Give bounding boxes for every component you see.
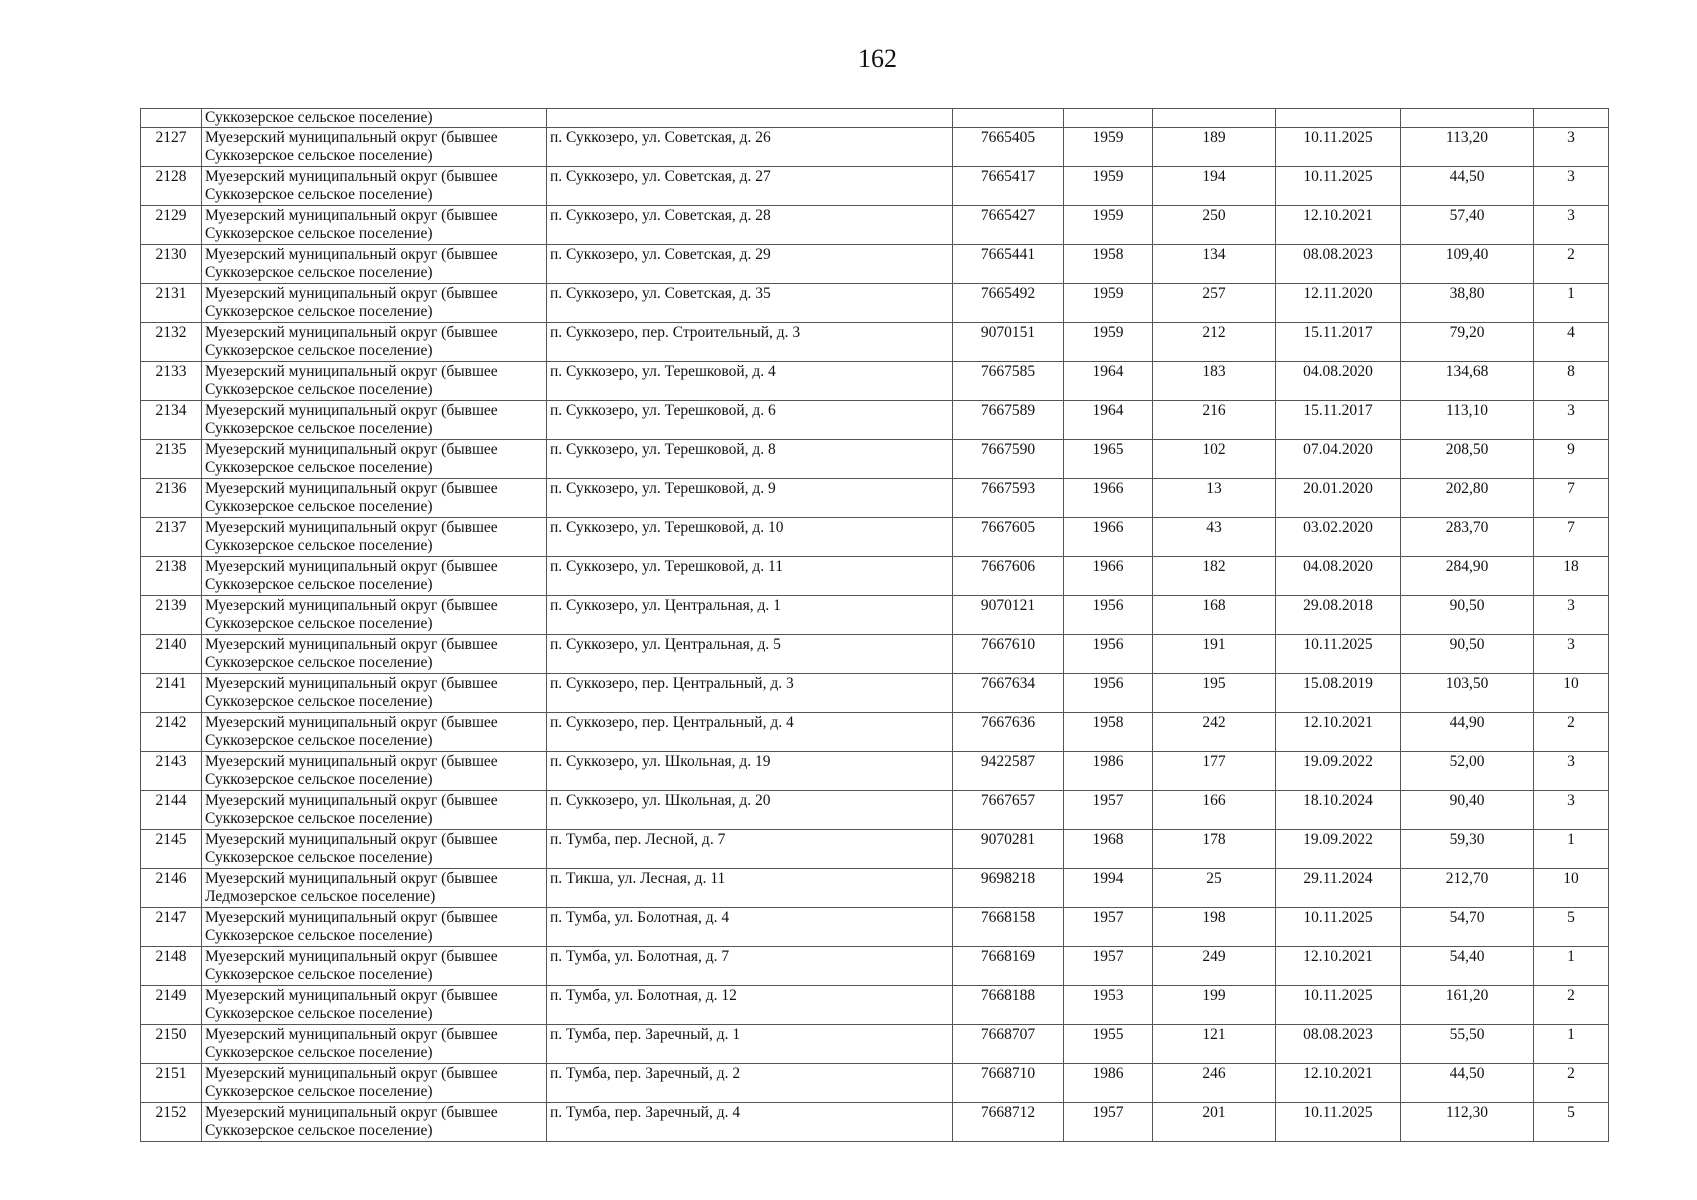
cell-date: 15.11.2017	[1276, 323, 1401, 362]
cell-year: 1956	[1064, 635, 1153, 674]
cell-number: 2150	[141, 1025, 202, 1064]
cell-address: п. Тумба, ул. Болотная, д. 4	[547, 908, 953, 947]
cell-code: 7668707	[953, 1025, 1064, 1064]
cell-code: 9070121	[953, 596, 1064, 635]
table-row	[141, 362, 1609, 401]
cell-code: 7667634	[953, 674, 1064, 713]
cell-date: 10.11.2025	[1276, 635, 1401, 674]
cell-municipality: Муезерский муниципальный округ (бывшее Суккозерское сельское поселение)	[202, 206, 547, 245]
cell-code: 9698218	[953, 869, 1064, 908]
cell-count: 2	[1534, 245, 1609, 284]
cell-number: 2127	[141, 128, 202, 167]
table-row	[141, 479, 1609, 518]
table-row	[141, 518, 1609, 557]
cell-area: 54,40	[1401, 947, 1534, 986]
cell-date: 08.08.2023	[1276, 1025, 1401, 1064]
cell-number: 2152	[141, 1103, 202, 1142]
table-row	[141, 440, 1609, 479]
cell-count: 3	[1534, 635, 1609, 674]
cell-area: 90,50	[1401, 596, 1534, 635]
cell-municipality: Муезерский муниципальный округ (бывшее Суккозерское сельское поселение)	[202, 635, 547, 674]
table-row	[141, 791, 1609, 830]
cell-date: 10.11.2025	[1276, 128, 1401, 167]
cell-area: 109,40	[1401, 245, 1534, 284]
cell-count: 2	[1534, 1064, 1609, 1103]
cell-municipality: Муезерский муниципальный округ (бывшее Суккозерское сельское поселение)	[202, 1064, 547, 1103]
cell-id: 166	[1153, 791, 1276, 830]
cell-address: п. Тумба, пер. Заречный, д. 2	[547, 1064, 953, 1103]
cell-id: 178	[1153, 830, 1276, 869]
cell-id: 198	[1153, 908, 1276, 947]
cell-code: 7667657	[953, 791, 1064, 830]
cell-number: 2134	[141, 401, 202, 440]
cell-address: п. Суккозеро, пер. Центральный, д. 4	[547, 713, 953, 752]
cell-id	[1153, 109, 1276, 128]
cell-date: 04.08.2020	[1276, 362, 1401, 401]
table-row	[141, 1103, 1609, 1142]
cell-year: 1986	[1064, 752, 1153, 791]
cell-count: 3	[1534, 167, 1609, 206]
cell-date: 15.11.2017	[1276, 401, 1401, 440]
cell-date: 29.11.2024	[1276, 869, 1401, 908]
table-row	[141, 1025, 1609, 1064]
cell-address: п. Суккозеро, ул. Терешковой, д. 11	[547, 557, 953, 596]
cell-year: 1953	[1064, 986, 1153, 1025]
cell-municipality: Муезерский муниципальный округ (бывшее Суккозерское сельское поселение)	[202, 518, 547, 557]
cell-code: 7668158	[953, 908, 1064, 947]
cell-area: 161,20	[1401, 986, 1534, 1025]
cell-address: п. Тумба, пер. Заречный, д. 4	[547, 1103, 953, 1142]
cell-address: п. Суккозеро, ул. Терешковой, д. 4	[547, 362, 953, 401]
cell-year: 1959	[1064, 167, 1153, 206]
cell-address	[547, 109, 953, 128]
cell-area: 283,70	[1401, 518, 1534, 557]
cell-number: 2128	[141, 167, 202, 206]
cell-year: 1958	[1064, 713, 1153, 752]
cell-area: 59,30	[1401, 830, 1534, 869]
cell-area: 208,50	[1401, 440, 1534, 479]
cell-area: 38,80	[1401, 284, 1534, 323]
cell-municipality: Муезерский муниципальный округ (бывшее Суккозерское сельское поселение)	[202, 947, 547, 986]
cell-municipality: Муезерский муниципальный округ (бывшее Суккозерское сельское поселение)	[202, 752, 547, 791]
cell-number: 2149	[141, 986, 202, 1025]
cell-code: 7665417	[953, 167, 1064, 206]
cell-id: 25	[1153, 869, 1276, 908]
cell-municipality: Муезерский муниципальный округ (бывшее Суккозерское сельское поселение)	[202, 440, 547, 479]
table-row	[141, 713, 1609, 752]
cell-year: 1959	[1064, 128, 1153, 167]
cell-municipality: Муезерский муниципальный округ (бывшее Суккозерское сельское поселение)	[202, 323, 547, 362]
cell-year: 1957	[1064, 908, 1153, 947]
cell-date: 19.09.2022	[1276, 752, 1401, 791]
cell-municipality: Муезерский муниципальный округ (бывшее Ледмозерское сельское поселение)	[202, 869, 547, 908]
cell-municipality: Муезерский муниципальный округ (бывшее Суккозерское сельское поселение)	[202, 986, 547, 1025]
cell-code: 7668169	[953, 947, 1064, 986]
cell-address: п. Суккозеро, пер. Центральный, д. 3	[547, 674, 953, 713]
cell-id: 250	[1153, 206, 1276, 245]
cell-municipality: Муезерский муниципальный округ (бывшее Суккозерское сельское поселение)	[202, 401, 547, 440]
cell-area: 112,30	[1401, 1103, 1534, 1142]
cell-address: п. Суккозеро, ул. Терешковой, д. 10	[547, 518, 953, 557]
cell-count: 3	[1534, 752, 1609, 791]
cell-id: 257	[1153, 284, 1276, 323]
cell-municipality: Муезерский муниципальный округ (бывшее Суккозерское сельское поселение)	[202, 791, 547, 830]
cell-date: 10.11.2025	[1276, 167, 1401, 206]
cell-number: 2140	[141, 635, 202, 674]
cell-number: 2138	[141, 557, 202, 596]
cell-year: 1957	[1064, 1103, 1153, 1142]
cell-year: 1955	[1064, 1025, 1153, 1064]
cell-id: 212	[1153, 323, 1276, 362]
cell-address: п. Суккозеро, ул. Советская, д. 28	[547, 206, 953, 245]
cell-code: 7668712	[953, 1103, 1064, 1142]
cell-address: п. Суккозеро, ул. Центральная, д. 5	[547, 635, 953, 674]
cell-year: 1958	[1064, 245, 1153, 284]
cell-id: 191	[1153, 635, 1276, 674]
cell-number: 2139	[141, 596, 202, 635]
cell-date: 12.10.2021	[1276, 1064, 1401, 1103]
cell-count: 5	[1534, 1103, 1609, 1142]
cell-year: 1959	[1064, 284, 1153, 323]
cell-date: 12.10.2021	[1276, 206, 1401, 245]
cell-year: 1994	[1064, 869, 1153, 908]
cell-address: п. Тикша, ул. Лесная, д. 11	[547, 869, 953, 908]
cell-year: 1986	[1064, 1064, 1153, 1103]
cell-year: 1956	[1064, 674, 1153, 713]
cell-code	[953, 109, 1064, 128]
table-row	[141, 1064, 1609, 1103]
table-row	[141, 401, 1609, 440]
cell-area: 113,20	[1401, 128, 1534, 167]
cell-number: 2137	[141, 518, 202, 557]
cell-count: 2	[1534, 713, 1609, 752]
cell-year: 1966	[1064, 557, 1153, 596]
cell-count: 1	[1534, 830, 1609, 869]
cell-area: 90,50	[1401, 635, 1534, 674]
cell-count: 1	[1534, 1025, 1609, 1064]
cell-count: 2	[1534, 986, 1609, 1025]
cell-number	[141, 109, 202, 128]
cell-count	[1534, 109, 1609, 128]
cell-date: 10.11.2025	[1276, 986, 1401, 1025]
continuation-row	[141, 109, 1609, 128]
cell-number: 2146	[141, 869, 202, 908]
cell-municipality: Муезерский муниципальный округ (бывшее Суккозерское сельское поселение)	[202, 128, 547, 167]
cell-area: 44,50	[1401, 167, 1534, 206]
cell-id: 13	[1153, 479, 1276, 518]
cell-municipality: Муезерский муниципальный округ (бывшее Суккозерское сельское поселение)	[202, 908, 547, 947]
cell-year: 1956	[1064, 596, 1153, 635]
cell-count: 7	[1534, 479, 1609, 518]
page-number: 162	[858, 44, 897, 73]
cell-number: 2136	[141, 479, 202, 518]
cell-count: 3	[1534, 401, 1609, 440]
cell-count: 9	[1534, 440, 1609, 479]
cell-number: 2147	[141, 908, 202, 947]
cell-area: 55,50	[1401, 1025, 1534, 1064]
cell-area: 79,20	[1401, 323, 1534, 362]
cell-address: п. Суккозеро, ул. Советская, д. 35	[547, 284, 953, 323]
cell-code: 9070151	[953, 323, 1064, 362]
cell-code: 7667590	[953, 440, 1064, 479]
cell-date: 08.08.2023	[1276, 245, 1401, 284]
cell-id: 43	[1153, 518, 1276, 557]
cell-id: 249	[1153, 947, 1276, 986]
cell-year: 1968	[1064, 830, 1153, 869]
table-row	[141, 167, 1609, 206]
table-row	[141, 284, 1609, 323]
table-row	[141, 557, 1609, 596]
cell-date: 29.08.2018	[1276, 596, 1401, 635]
cell-municipality: Муезерский муниципальный округ (бывшее Суккозерское сельское поселение)	[202, 713, 547, 752]
table-row	[141, 128, 1609, 167]
cell-year: 1957	[1064, 791, 1153, 830]
cell-number: 2145	[141, 830, 202, 869]
cell-count: 3	[1534, 128, 1609, 167]
table-row	[141, 674, 1609, 713]
cell-code: 7667610	[953, 635, 1064, 674]
housing-registry-table	[140, 108, 1609, 1142]
cell-count: 1	[1534, 284, 1609, 323]
cell-date: 18.10.2024	[1276, 791, 1401, 830]
cell-municipality: Муезерский муниципальный округ (бывшее Суккозерское сельское поселение)	[202, 1025, 547, 1064]
table-row	[141, 986, 1609, 1025]
cell-id: 183	[1153, 362, 1276, 401]
cell-number: 2130	[141, 245, 202, 284]
cell-area: 202,80	[1401, 479, 1534, 518]
cell-number: 2142	[141, 713, 202, 752]
cell-date: 12.10.2021	[1276, 713, 1401, 752]
cell-number: 2132	[141, 323, 202, 362]
cell-year: 1966	[1064, 479, 1153, 518]
cell-date: 07.04.2020	[1276, 440, 1401, 479]
table-row	[141, 323, 1609, 362]
table-row	[141, 635, 1609, 674]
cell-address: п. Суккозеро, пер. Строительный, д. 3	[547, 323, 953, 362]
cell-code: 7665441	[953, 245, 1064, 284]
cell-date: 10.11.2025	[1276, 1103, 1401, 1142]
table-row	[141, 752, 1609, 791]
cell-code: 7665405	[953, 128, 1064, 167]
cell-id: 242	[1153, 713, 1276, 752]
cell-address: п. Суккозеро, ул. Терешковой, д. 6	[547, 401, 953, 440]
cell-count: 10	[1534, 674, 1609, 713]
cell-area: 103,50	[1401, 674, 1534, 713]
cell-address: п. Тумба, ул. Болотная, д. 7	[547, 947, 953, 986]
cell-year: 1964	[1064, 401, 1153, 440]
cell-address: п. Суккозеро, ул. Советская, д. 27	[547, 167, 953, 206]
cell-municipality: Муезерский муниципальный округ (бывшее Суккозерское сельское поселение)	[202, 596, 547, 635]
cell-area: 44,90	[1401, 713, 1534, 752]
cell-municipality: Муезерский муниципальный округ (бывшее Суккозерское сельское поселение)	[202, 1103, 547, 1142]
cell-count: 3	[1534, 206, 1609, 245]
cell-address: п. Суккозеро, ул. Школьная, д. 20	[547, 791, 953, 830]
table-row	[141, 596, 1609, 635]
cell-area: 57,40	[1401, 206, 1534, 245]
cell-date: 19.09.2022	[1276, 830, 1401, 869]
table-row	[141, 869, 1609, 908]
cell-year	[1064, 109, 1153, 128]
cell-date: 12.10.2021	[1276, 947, 1401, 986]
cell-code: 7667589	[953, 401, 1064, 440]
table-body	[141, 109, 1609, 1142]
cell-code: 7667605	[953, 518, 1064, 557]
cell-area: 54,70	[1401, 908, 1534, 947]
cell-municipality: Суккозерское сельское поселение)	[202, 109, 547, 128]
cell-area: 52,00	[1401, 752, 1534, 791]
cell-id: 134	[1153, 245, 1276, 284]
cell-date: 12.11.2020	[1276, 284, 1401, 323]
cell-date: 04.08.2020	[1276, 557, 1401, 596]
cell-count: 8	[1534, 362, 1609, 401]
cell-date: 03.02.2020	[1276, 518, 1401, 557]
cell-code: 7668188	[953, 986, 1064, 1025]
cell-id: 189	[1153, 128, 1276, 167]
cell-address: п. Тумба, пер. Заречный, д. 1	[547, 1025, 953, 1064]
cell-count: 4	[1534, 323, 1609, 362]
cell-number: 2148	[141, 947, 202, 986]
cell-address: п. Тумба, пер. Лесной, д. 7	[547, 830, 953, 869]
cell-address: п. Суккозеро, ул. Терешковой, д. 8	[547, 440, 953, 479]
cell-code: 9070281	[953, 830, 1064, 869]
cell-year: 1964	[1064, 362, 1153, 401]
cell-id: 102	[1153, 440, 1276, 479]
cell-count: 10	[1534, 869, 1609, 908]
cell-municipality: Муезерский муниципальный округ (бывшее Суккозерское сельское поселение)	[202, 167, 547, 206]
cell-area: 90,40	[1401, 791, 1534, 830]
cell-number: 2143	[141, 752, 202, 791]
cell-municipality: Муезерский муниципальный округ (бывшее Суккозерское сельское поселение)	[202, 479, 547, 518]
cell-code: 7665427	[953, 206, 1064, 245]
cell-date	[1276, 109, 1401, 128]
cell-number: 2141	[141, 674, 202, 713]
cell-municipality: Муезерский муниципальный округ (бывшее Суккозерское сельское поселение)	[202, 557, 547, 596]
cell-id: 182	[1153, 557, 1276, 596]
cell-date: 10.11.2025	[1276, 908, 1401, 947]
cell-id: 246	[1153, 1064, 1276, 1103]
cell-code: 7667636	[953, 713, 1064, 752]
cell-year: 1966	[1064, 518, 1153, 557]
cell-id: 195	[1153, 674, 1276, 713]
cell-count: 7	[1534, 518, 1609, 557]
table-row	[141, 206, 1609, 245]
cell-year: 1965	[1064, 440, 1153, 479]
cell-code: 7665492	[953, 284, 1064, 323]
cell-count: 18	[1534, 557, 1609, 596]
cell-address: п. Суккозеро, ул. Советская, д. 29	[547, 245, 953, 284]
cell-count: 1	[1534, 947, 1609, 986]
cell-number: 2135	[141, 440, 202, 479]
cell-code: 7667585	[953, 362, 1064, 401]
cell-year: 1959	[1064, 206, 1153, 245]
cell-count: 3	[1534, 791, 1609, 830]
cell-code: 7667606	[953, 557, 1064, 596]
cell-count: 3	[1534, 596, 1609, 635]
cell-date: 20.01.2020	[1276, 479, 1401, 518]
cell-code: 7667593	[953, 479, 1064, 518]
cell-date: 15.08.2019	[1276, 674, 1401, 713]
table-row	[141, 245, 1609, 284]
cell-area: 284,90	[1401, 557, 1534, 596]
cell-number: 2133	[141, 362, 202, 401]
cell-number: 2151	[141, 1064, 202, 1103]
cell-number: 2144	[141, 791, 202, 830]
cell-id: 216	[1153, 401, 1276, 440]
cell-id: 121	[1153, 1025, 1276, 1064]
cell-year: 1957	[1064, 947, 1153, 986]
cell-area: 113,10	[1401, 401, 1534, 440]
cell-municipality: Муезерский муниципальный округ (бывшее Суккозерское сельское поселение)	[202, 245, 547, 284]
cell-area: 212,70	[1401, 869, 1534, 908]
cell-year: 1959	[1064, 323, 1153, 362]
cell-address: п. Суккозеро, ул. Школьная, д. 19	[547, 752, 953, 791]
cell-code: 7668710	[953, 1064, 1064, 1103]
cell-municipality: Муезерский муниципальный округ (бывшее Суккозерское сельское поселение)	[202, 830, 547, 869]
cell-id: 168	[1153, 596, 1276, 635]
table-row	[141, 947, 1609, 986]
cell-area: 134,68	[1401, 362, 1534, 401]
cell-id: 201	[1153, 1103, 1276, 1142]
cell-municipality: Муезерский муниципальный округ (бывшее Суккозерское сельское поселение)	[202, 284, 547, 323]
cell-code: 9422587	[953, 752, 1064, 791]
table-row	[141, 830, 1609, 869]
cell-address: п. Тумба, ул. Болотная, д. 12	[547, 986, 953, 1025]
cell-area	[1401, 109, 1534, 128]
cell-address: п. Суккозеро, ул. Центральная, д. 1	[547, 596, 953, 635]
cell-id: 177	[1153, 752, 1276, 791]
cell-municipality: Муезерский муниципальный округ (бывшее Суккозерское сельское поселение)	[202, 362, 547, 401]
cell-number: 2129	[141, 206, 202, 245]
cell-id: 194	[1153, 167, 1276, 206]
cell-count: 5	[1534, 908, 1609, 947]
cell-address: п. Суккозеро, ул. Советская, д. 26	[547, 128, 953, 167]
table-row	[141, 908, 1609, 947]
cell-id: 199	[1153, 986, 1276, 1025]
cell-number: 2131	[141, 284, 202, 323]
cell-municipality: Муезерский муниципальный округ (бывшее Суккозерское сельское поселение)	[202, 674, 547, 713]
cell-area: 44,50	[1401, 1064, 1534, 1103]
cell-address: п. Суккозеро, ул. Терешковой, д. 9	[547, 479, 953, 518]
